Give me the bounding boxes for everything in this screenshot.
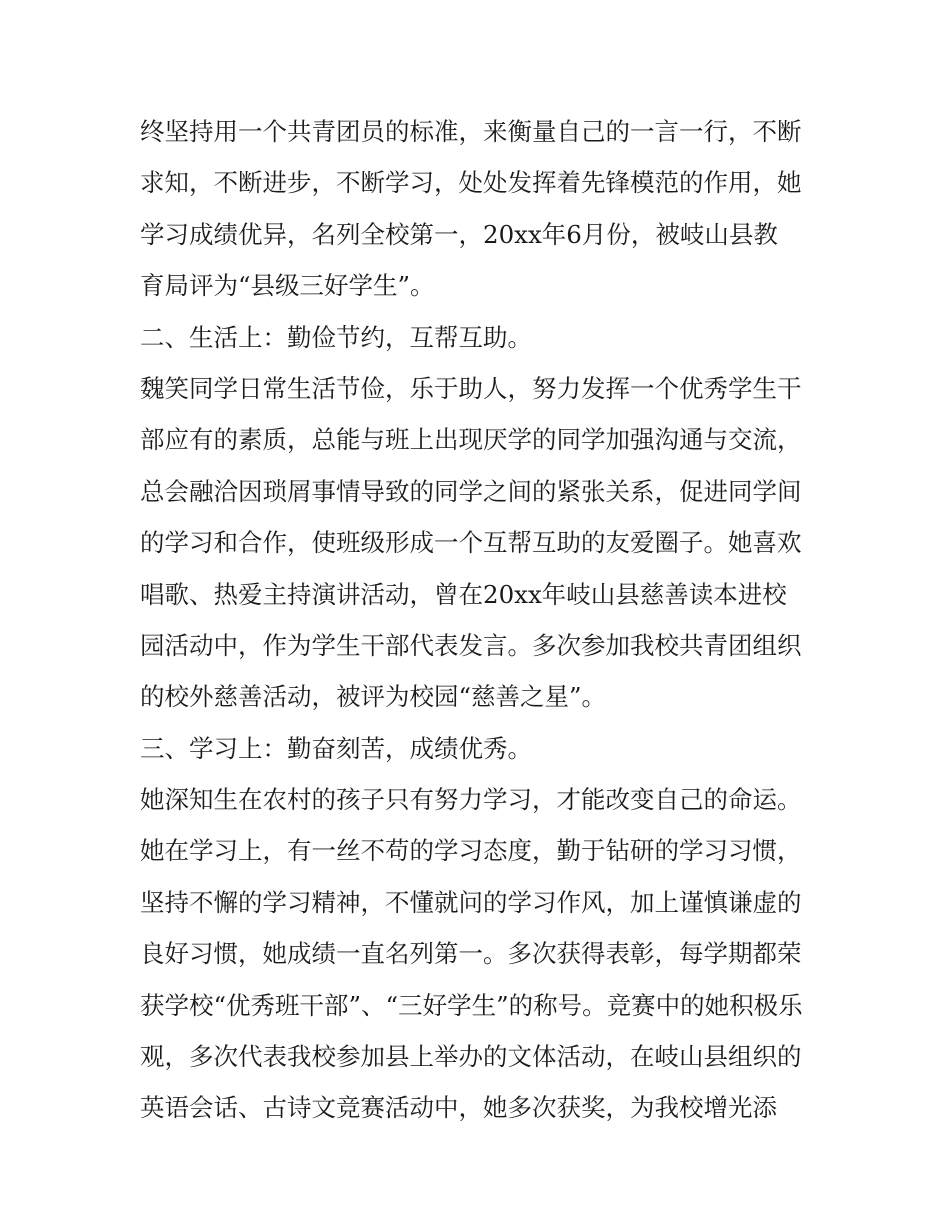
text-line: 的校外慈善活动，被评为校园“慈善之星”。 <box>140 682 607 712</box>
text-line: 她深知生在农村的孩子只有努力学习，才能改变自己的命运。 <box>140 785 802 815</box>
text-line: 育局评为“县级三好学生”。 <box>140 271 435 301</box>
text-line: 唱歌、热爱主持演讲活动，曾在20xx年岐山县慈善读本进校 <box>140 579 787 609</box>
section-heading: 三、学习上：勤奋刻苦，成绩优秀。 <box>140 733 532 763</box>
text-line: 总会融洽因琐屑事情导致的同学之间的紧张关系，促进同学间 <box>140 476 802 506</box>
text-line: 的学习和合作，使班级形成一个互帮互助的友爱圈子。她喜欢 <box>140 528 802 558</box>
text-line: 观，多次代表我校参加县上举办的文体活动，在岐山县组织的 <box>140 1042 802 1072</box>
text-line: 良好习惯，她成绩一直名列第一。多次获得表彰，每学期都荣 <box>140 939 802 969</box>
text-line: 部应有的素质，总能与班上出现厌学的同学加强沟通与交流， <box>140 425 802 455</box>
text-line: 终坚持用一个共青团员的标准，来衡量自己的一言一行，不断 <box>140 117 802 146</box>
document-body <box>140 106 820 1134</box>
text-line: 获学校“优秀班干部”、“三好学生”的称号。竞赛中的她积极乐 <box>140 990 803 1020</box>
text-line: 英语会话、古诗文竞赛活动中，她多次获奖，为我校增光添 <box>140 1093 777 1123</box>
text-line: 她在学习上，有一丝不苟的学习态度，勤于钻研的学习习惯， <box>140 836 802 866</box>
text-line: 魏笑同学日常生活节俭，乐于助人，努力发挥一个优秀学生干 <box>140 373 802 403</box>
text-line: 学习成绩优异，名列全校第一，20xx年6月份，被岐山县教 <box>140 219 778 249</box>
text-line: 园活动中，作为学生干部代表发言。多次参加我校共青团组织 <box>140 630 802 660</box>
text-line: 求知，不断进步，不断学习，处处发挥着先锋模范的作用，她 <box>140 168 802 198</box>
text-line: 坚持不懈的学习精神，不懂就问的学习作风，加上谨慎谦虚的 <box>140 887 802 917</box>
section-heading: 二、生活上：勤俭节约，互帮互助。 <box>140 322 532 352</box>
